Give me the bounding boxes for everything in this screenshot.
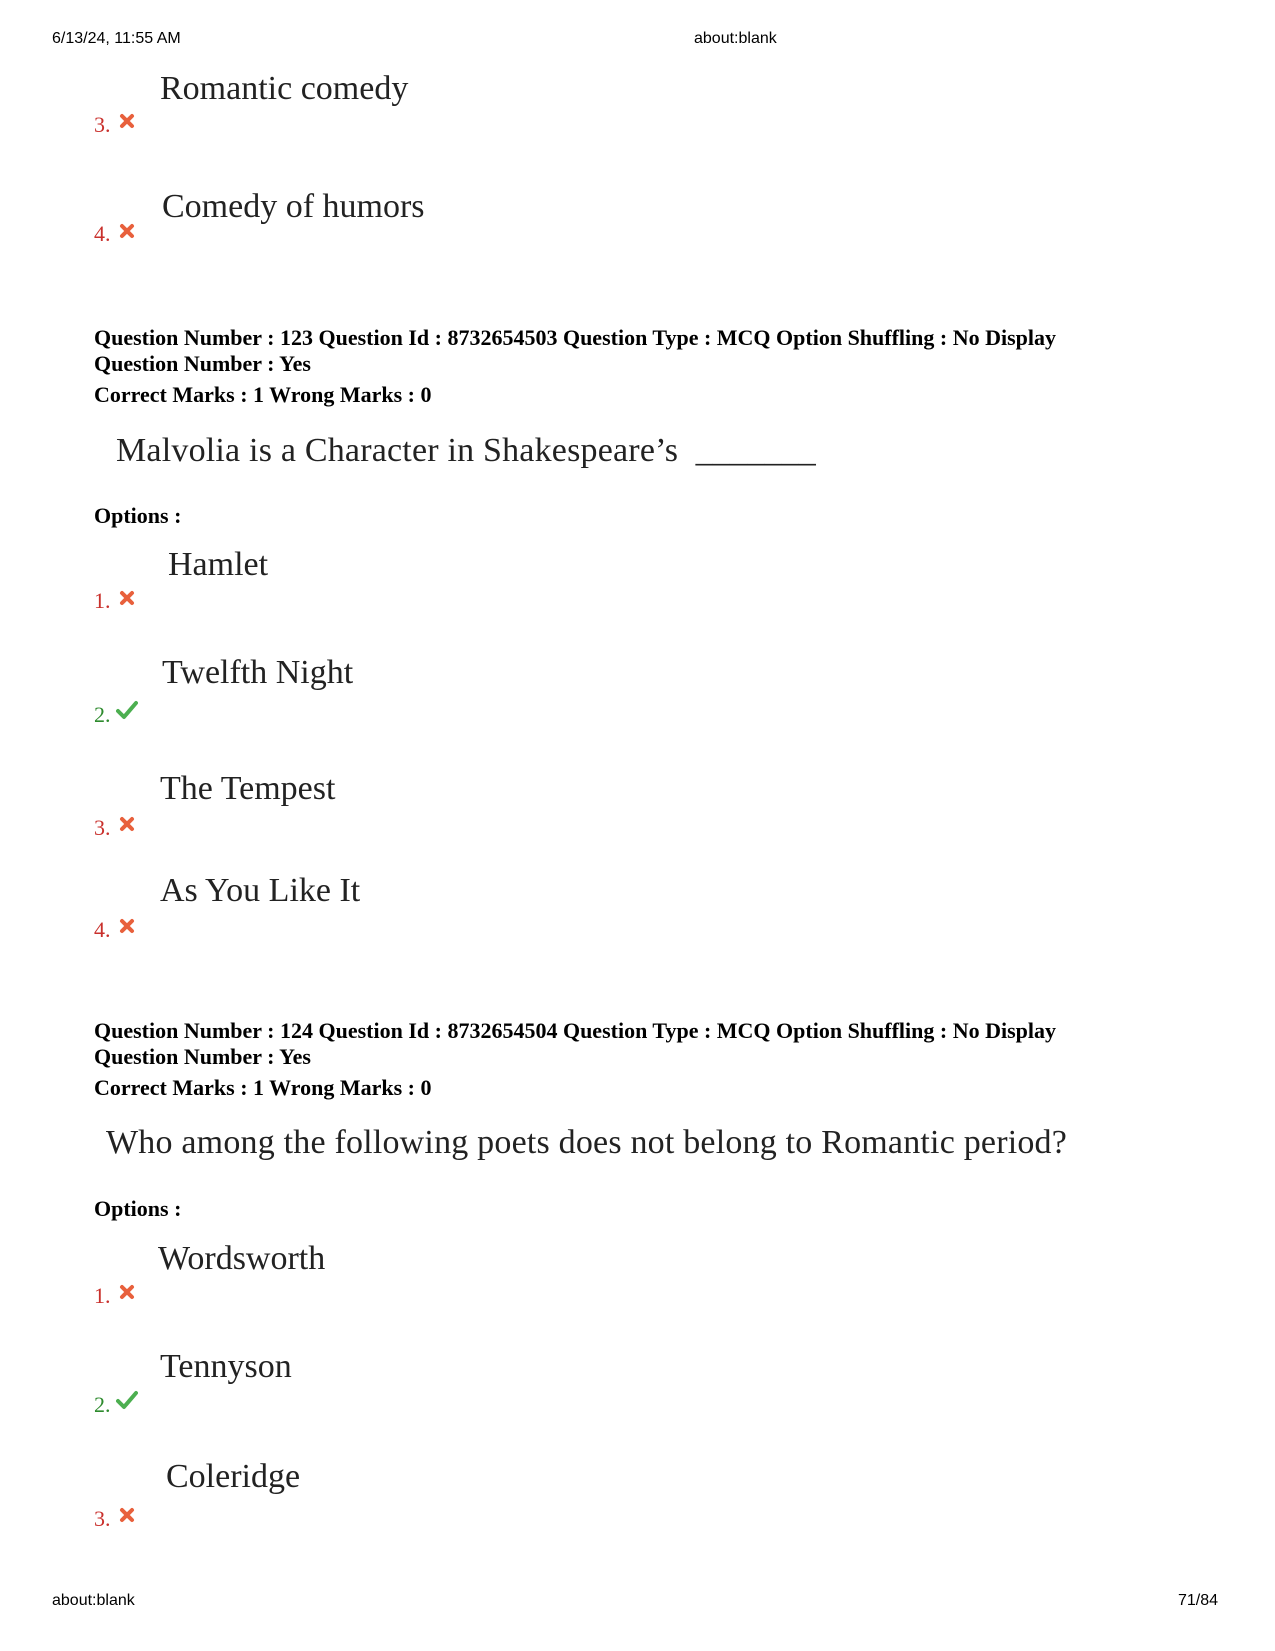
option-number: 3. <box>94 112 111 137</box>
cross-icon <box>118 222 136 240</box>
option-text: As You Like It <box>160 872 361 909</box>
check-icon <box>116 1390 138 1410</box>
cross-icon <box>118 1506 136 1524</box>
marks-info: Correct Marks : 1 Wrong Marks : 0 <box>94 382 432 407</box>
option-text: Comedy of humors <box>162 188 425 225</box>
option-text: Tennyson <box>160 1348 292 1385</box>
option-text: Twelfth Night <box>162 654 354 691</box>
option-text: Coleridge <box>166 1458 301 1495</box>
question-meta-line: Question Number : 123 Question Id : 8732654503 Question Type : MCQ Option Shuffling : No Display <box>94 325 1057 350</box>
option-text: The Tempest <box>160 770 336 807</box>
option-text: Wordsworth <box>158 1240 326 1277</box>
option-number: 4. <box>94 917 111 942</box>
check-icon <box>116 700 138 720</box>
options-label: Options : <box>94 1196 182 1221</box>
option-number: 1. <box>94 588 111 613</box>
marks-info: Correct Marks : 1 Wrong Marks : 0 <box>94 1075 432 1100</box>
cross-icon <box>118 589 136 607</box>
option-text: Hamlet <box>168 546 269 583</box>
question-text: Malvolia is a Character in Shakespeare’s _______ <box>116 432 816 469</box>
cross-icon <box>118 112 136 130</box>
question-meta-line: Question Number : Yes <box>94 351 311 376</box>
option-text: Romantic comedy <box>160 70 409 107</box>
cross-icon <box>118 815 136 833</box>
cross-icon <box>118 1283 136 1301</box>
option-number: 1. <box>94 1283 111 1308</box>
cross-icon <box>118 917 136 935</box>
question-meta <box>94 325 1056 377</box>
print-url: about:blank <box>694 30 777 47</box>
option-number: 3. <box>94 815 111 840</box>
options-label: Options : <box>94 503 182 528</box>
option-number: 4. <box>94 221 111 246</box>
option-number: 2. <box>94 1392 111 1417</box>
question-meta-line: Question Number : 124 Question Id : 8732654504 Question Type : MCQ Option Shuffling : No Display <box>94 1018 1057 1043</box>
question-text: Who among the following poets does not belong to Romantic period? <box>106 1124 1068 1161</box>
footer-url: about:blank <box>52 1592 135 1609</box>
question-meta-line: Question Number : Yes <box>94 1044 311 1069</box>
question-meta <box>94 1018 1056 1070</box>
page-number: 71/84 <box>1178 1592 1219 1609</box>
option-number: 2. <box>94 702 111 727</box>
option-number: 3. <box>94 1506 111 1531</box>
print-datetime: 6/13/24, 11:55 AM <box>52 30 181 47</box>
